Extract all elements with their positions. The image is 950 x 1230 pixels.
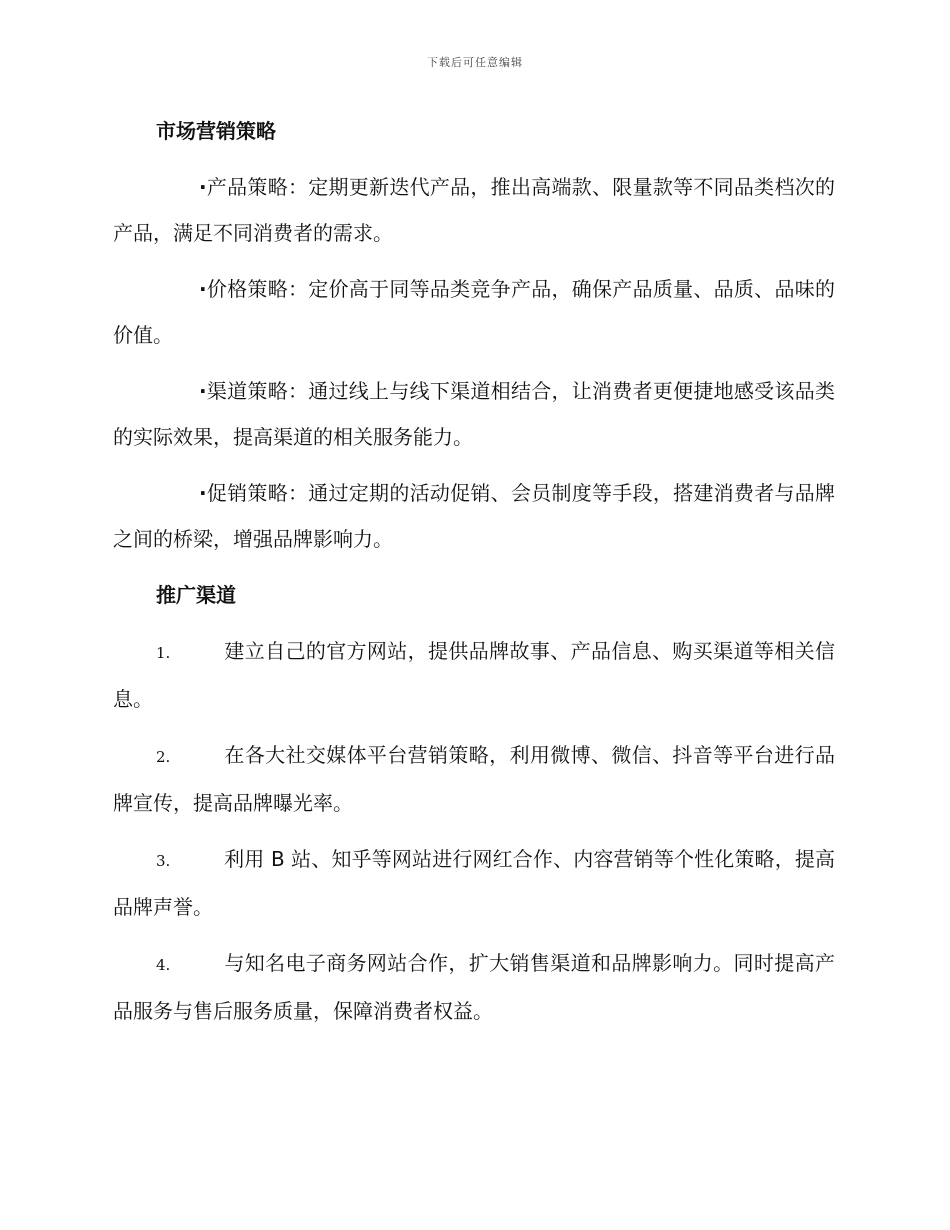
item-number: 4. [156, 956, 171, 974]
bullet-price-strategy [113, 266, 835, 358]
item-number: 1. [156, 644, 171, 662]
bullet-product-strategy [113, 164, 835, 256]
item-text: 在各大社交媒体平台营销策略，利用微博、微信、抖音等平台进行品牌宣传，提高品牌曝光率。 [113, 743, 835, 815]
item-text: 与知名电子商务网站合作，扩大销售渠道和品牌影响力。同时提高产品服务与售后服务质量，保障消费者权益。 [113, 951, 835, 1023]
numbered-item-4 [113, 940, 835, 1034]
document-body [113, 108, 835, 1034]
bullet-text: 价格策略：定价高于同等品类竞争产品，确保产品质量、品质、品味的价值。 [113, 277, 835, 347]
section-heading-marketing-strategy: 市场营销策略 [156, 119, 276, 143]
bullet-channel-strategy [113, 368, 835, 460]
section-heading-promotion-channels: 推广渠道 [156, 583, 236, 607]
numbered-item-3 [113, 836, 835, 930]
bullet-dot: · [199, 379, 207, 403]
bullet-text: 渠道策略：通过线上与线下渠道相结合，让消费者更便捷地感受该品类的实际效果，提高渠道的相关服务能力。 [113, 379, 835, 449]
item-number: 2. [156, 748, 171, 766]
bullet-promotion-strategy [113, 470, 835, 562]
bullet-text: 产品策略：定期更新迭代产品，推出高端款、限量款等不同品类档次的产品，满足不同消费者的需求。 [113, 175, 835, 245]
header-note: 下载后可任意编辑 [427, 56, 523, 69]
numbered-item-2 [113, 732, 835, 826]
bullet-text: 促销策略：通过定期的活动促销、会员制度等手段，搭建消费者与品牌之间的桥梁，增强品牌影响力。 [113, 481, 835, 551]
item-number: 3. [156, 852, 171, 870]
bullet-dot: · [199, 277, 207, 301]
numbered-item-1 [113, 628, 835, 722]
bullet-dot: · [199, 175, 207, 199]
item-text: 建立自己的官方网站，提供品牌故事、产品信息、购买渠道等相关信息。 [113, 639, 835, 711]
bullet-dot: · [199, 481, 207, 505]
item-text: 利用 B 站、知乎等网站进行网红合作、内容营销等个性化策略，提高品牌声誉。 [113, 847, 835, 919]
